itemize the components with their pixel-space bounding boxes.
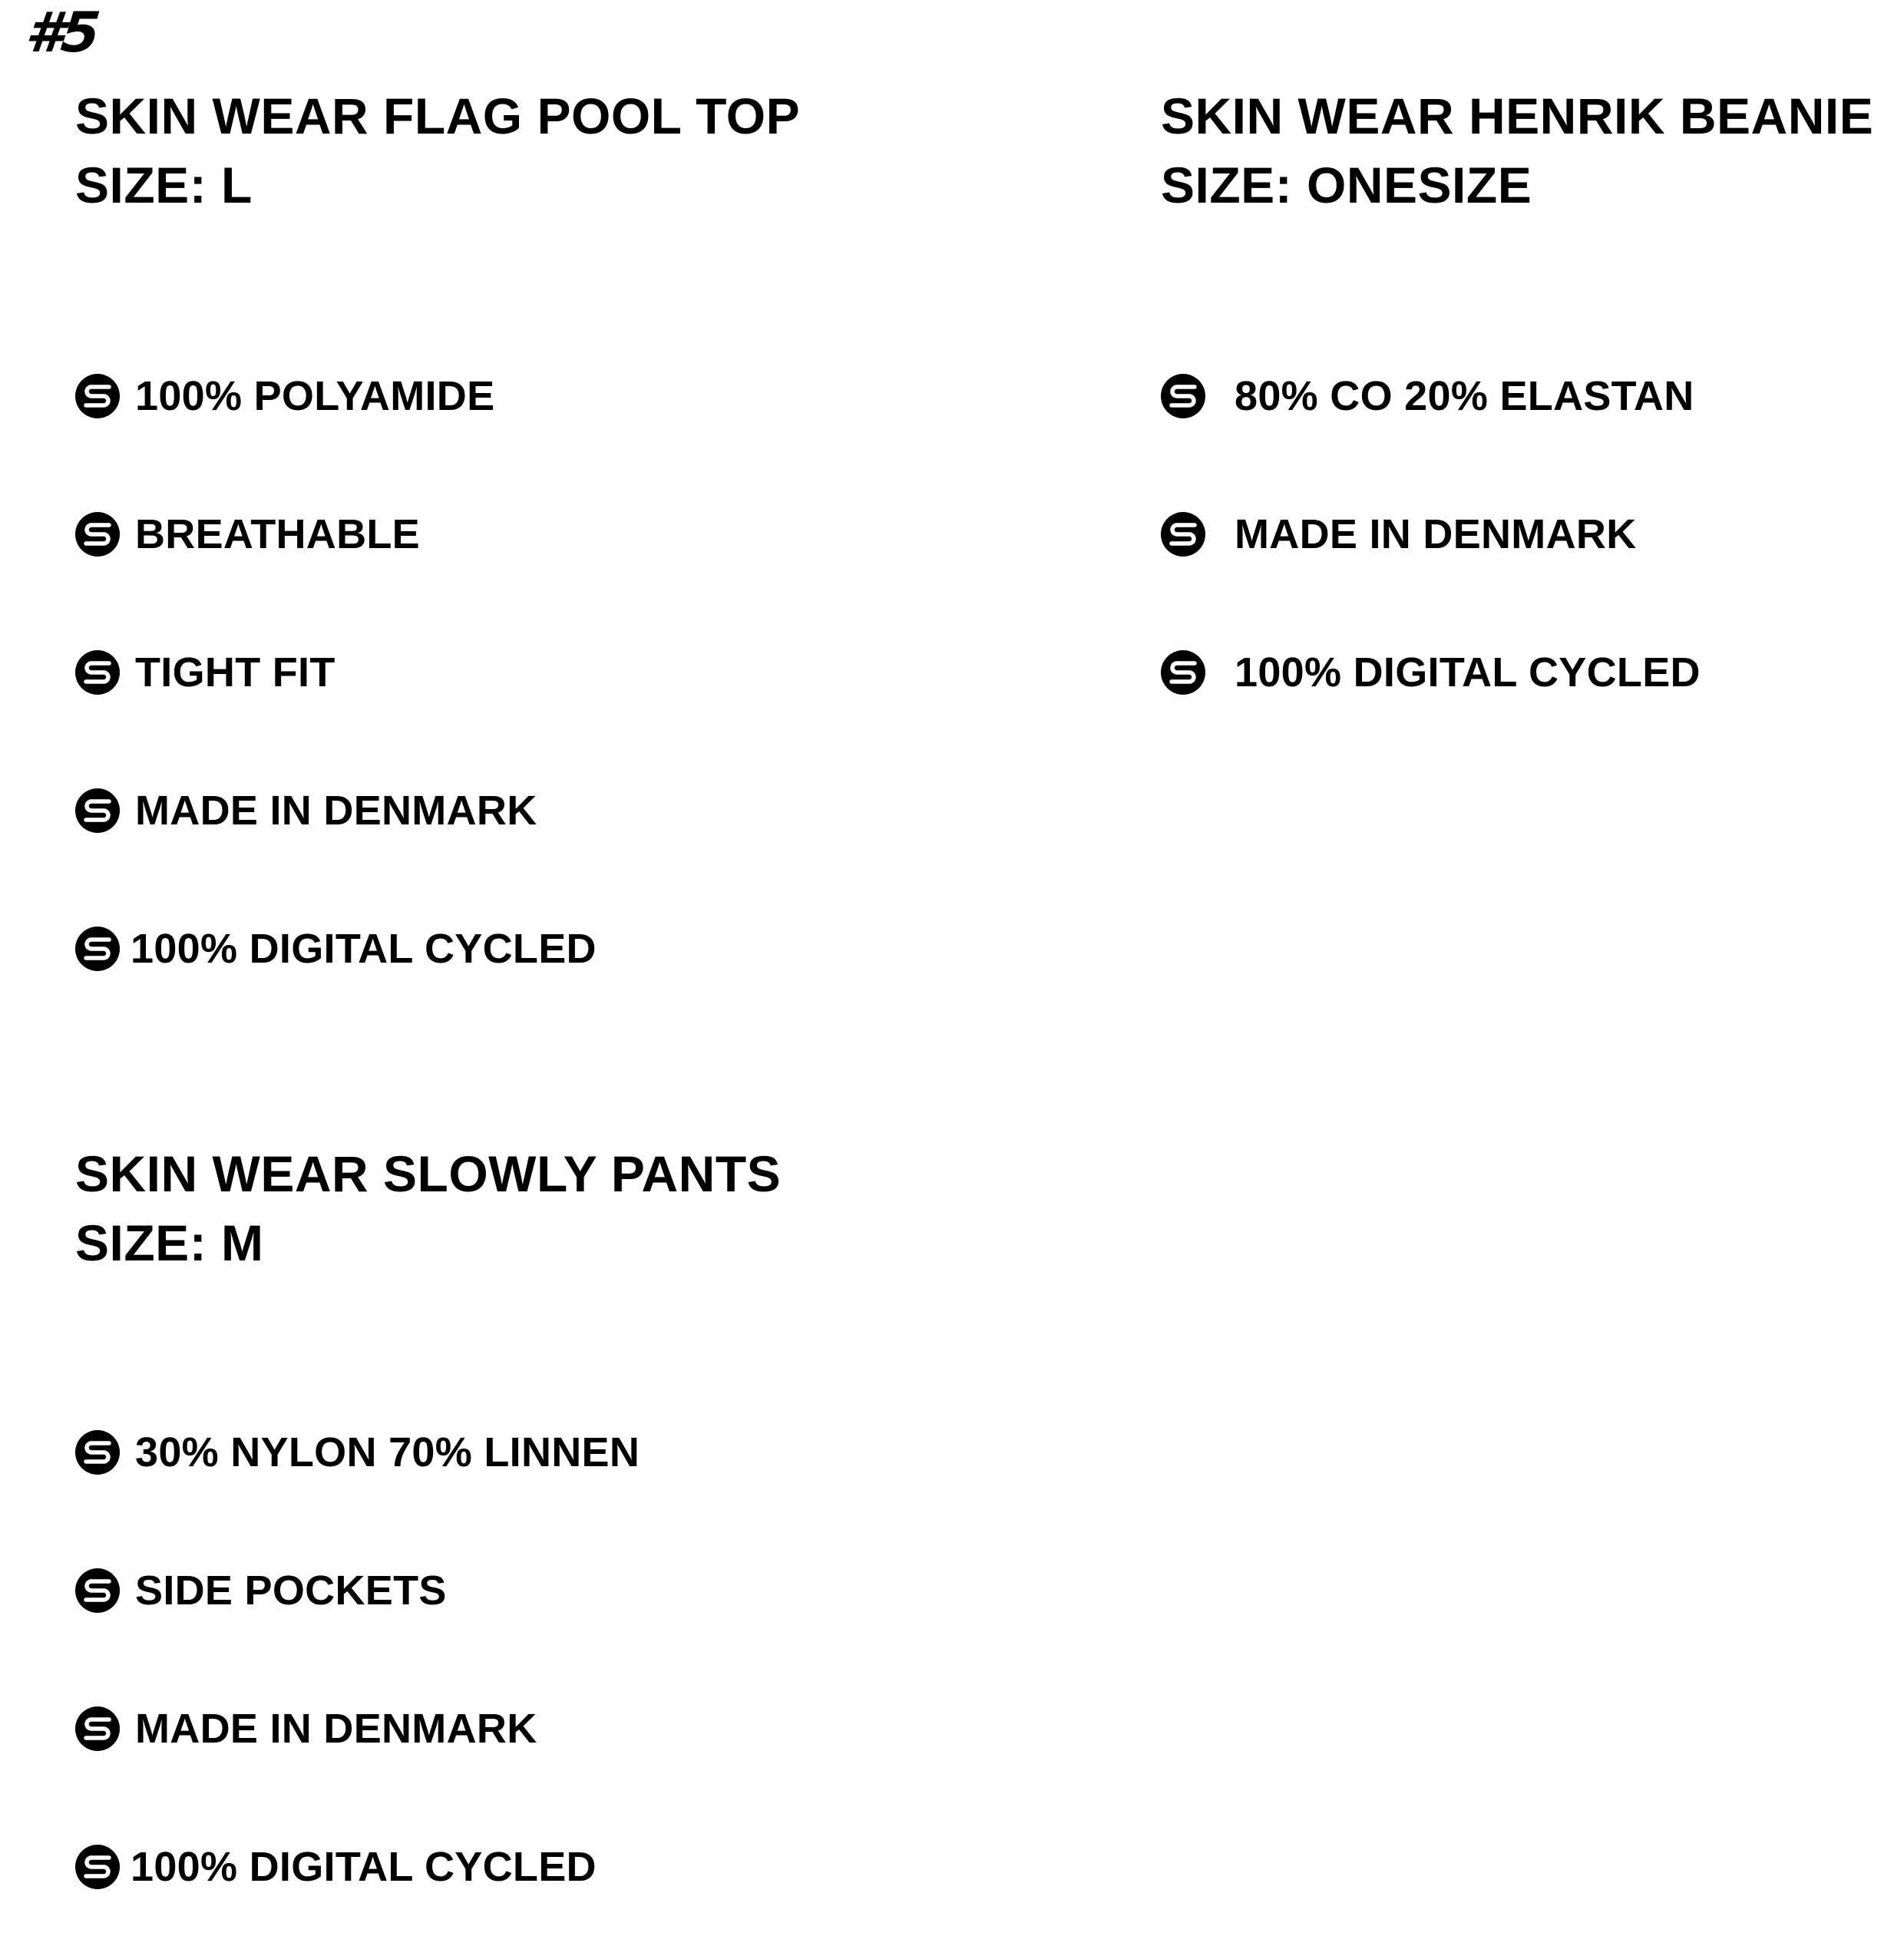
- s-logo-icon: [75, 1706, 120, 1751]
- product-henrik-beanie: [1161, 81, 1873, 220]
- s-logo-icon: [75, 1845, 120, 1889]
- feature-item: [75, 465, 597, 603]
- s-logo-icon: [75, 1430, 120, 1475]
- feature-text: 100% POLYAMIDE: [135, 373, 495, 419]
- feature-text: 100% DIGITAL CYCLED: [1235, 649, 1701, 695]
- feature-text: SIDE POCKETS: [135, 1568, 447, 1614]
- feature-text: BREATHABLE: [135, 511, 420, 557]
- page-number-mark: #5: [22, 0, 101, 64]
- feature-item: [75, 880, 597, 1018]
- product-flag-pool-top: [75, 81, 800, 220]
- s-logo-icon: [75, 788, 120, 833]
- s-logo-icon: [75, 927, 120, 971]
- feature-list-flag-pool-top: [75, 327, 597, 1018]
- feature-text: 100% DIGITAL CYCLED: [131, 1844, 597, 1890]
- feature-item: [75, 1798, 640, 1936]
- feature-item: [75, 327, 597, 465]
- s-logo-icon: [1161, 512, 1205, 557]
- feature-list-slowly-pants: [75, 1383, 640, 1936]
- feature-item: [75, 603, 597, 742]
- feature-text: TIGHT FIT: [135, 649, 336, 695]
- s-logo-icon: [75, 1568, 120, 1613]
- feature-item: [1161, 327, 1701, 465]
- feature-item: [1161, 603, 1701, 742]
- s-logo-icon: [75, 512, 120, 557]
- product-title: SKIN WEAR SLOWLY PANTS: [75, 1145, 782, 1202]
- feature-item: [75, 1521, 640, 1660]
- product-title: SKIN WEAR FLAG POOL TOP: [75, 88, 801, 144]
- s-logo-icon: [1161, 374, 1205, 418]
- s-logo-icon: [75, 374, 120, 418]
- product-size: SIZE: L: [75, 157, 253, 213]
- feature-item: [75, 1383, 640, 1521]
- product-title: SKIN WEAR HENRIK BEANIE: [1161, 88, 1874, 144]
- s-logo-icon: [75, 650, 120, 695]
- feature-item: [75, 742, 597, 880]
- feature-text: MADE IN DENMARK: [1235, 511, 1637, 557]
- feature-text: MADE IN DENMARK: [135, 1706, 537, 1752]
- feature-text: 30% NYLON 70% LINNEN: [135, 1429, 640, 1475]
- feature-text: MADE IN DENMARK: [135, 788, 537, 834]
- product-size: SIZE: M: [75, 1214, 264, 1271]
- feature-item: [75, 1660, 640, 1798]
- feature-text: 80% CO 20% ELASTAN: [1235, 373, 1694, 419]
- feature-item: [1161, 465, 1701, 603]
- product-size: SIZE: ONESIZE: [1161, 157, 1532, 213]
- feature-list-henrik-beanie: [1161, 327, 1701, 742]
- feature-text: 100% DIGITAL CYCLED: [131, 926, 597, 972]
- product-slowly-pants: [75, 1139, 781, 1277]
- s-logo-icon: [1161, 650, 1205, 695]
